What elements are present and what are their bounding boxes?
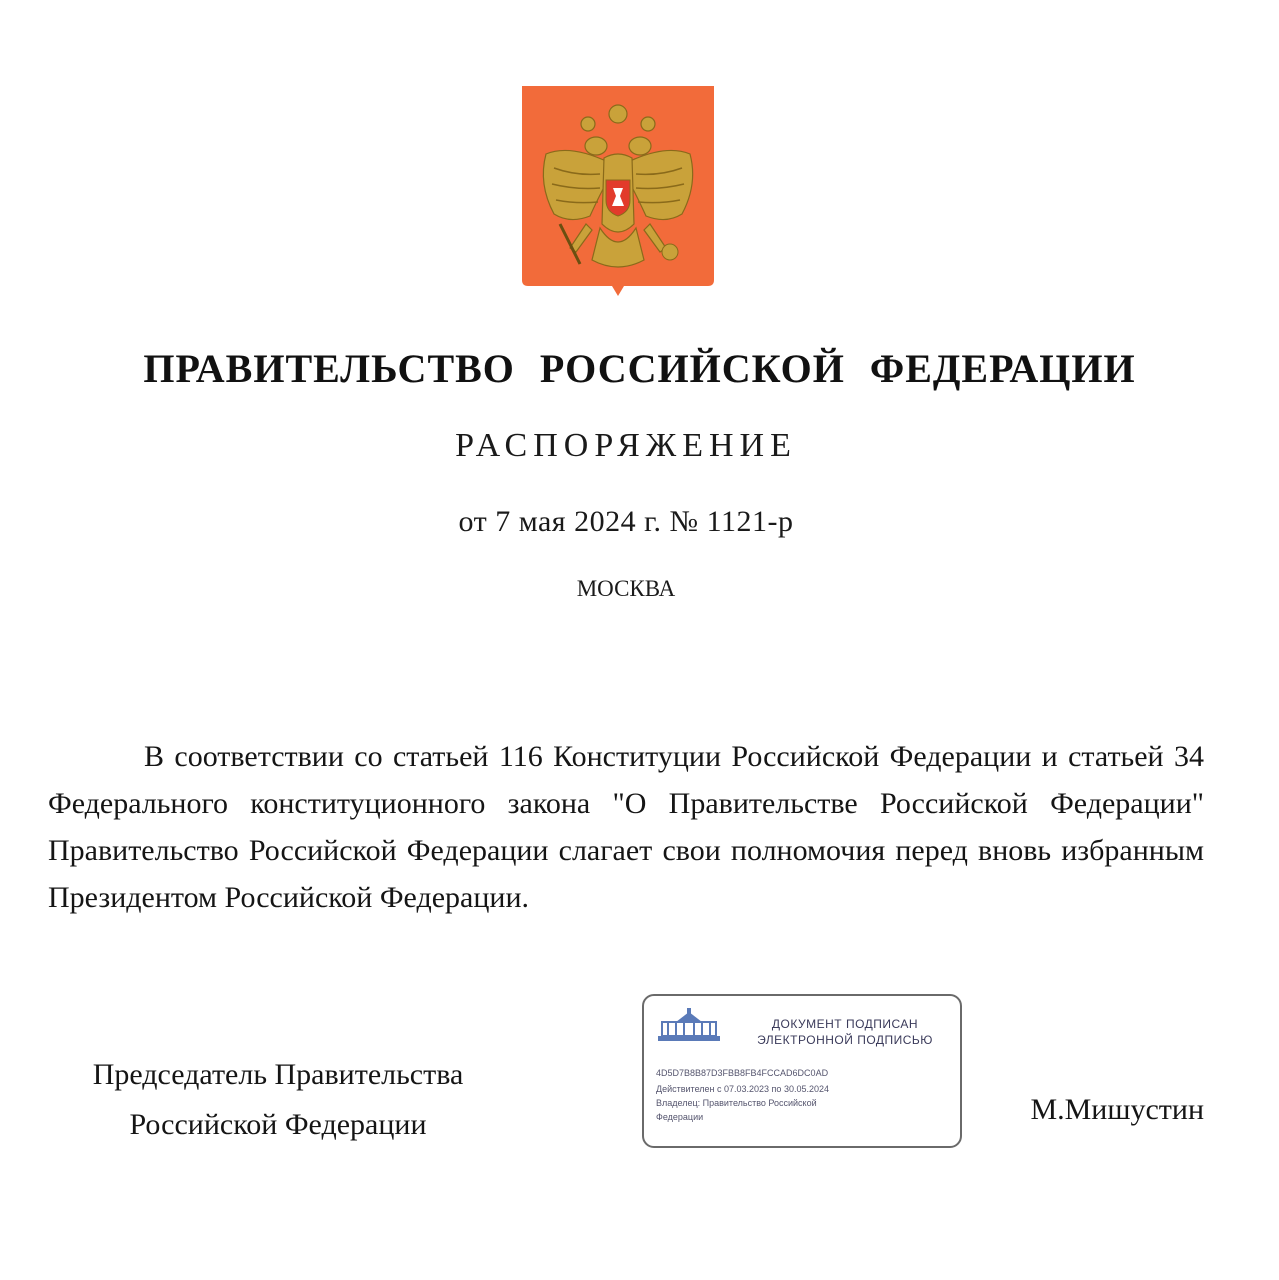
stamp-validity: Действителен с 07.03.2023 по 30.05.2024 (656, 1084, 829, 1094)
stamp-heading-line-1: ДОКУМЕНТ ПОДПИСАН (771, 1017, 919, 1031)
stamp-heading-line-2: ЭЛЕКТРОННОЙ ПОДПИСЬЮ (757, 1033, 933, 1047)
position-line-2: Российской Федерации (129, 1108, 427, 1141)
electronic-signature-stamp (642, 994, 962, 1148)
stamp-owner-line-1: Владелец: Правительство Российской (656, 1098, 817, 1108)
stamp-owner-line-2: Федерации (656, 1112, 704, 1122)
position-line-1: Председатель Правительства (92, 1058, 464, 1091)
document-city: МОСКВА (576, 576, 676, 601)
government-building-icon (656, 1008, 722, 1044)
signatory-position (48, 1050, 508, 1150)
organization-title: ПРАВИТЕЛЬСТВО РОССИЙСКОЙ ФЕДЕРАЦИИ (143, 346, 1136, 391)
body-paragraph: В соответствии со статьей 116 Конституции Российской Федерации и статьей 34 Федерального конституционного закона "О Правительстве Российской Федерации" Правительство Российской Федерации слагает свои полномочия перед вновь избранным Президентом Российской Федерации. (48, 740, 1204, 914)
document-date-number: от 7 мая 2024 г. № 1121-р (458, 505, 794, 538)
document-type: РАСПОРЯЖЕНИЕ (455, 427, 797, 464)
russian-coat-of-arms-icon (520, 84, 716, 298)
signer-name: М.Мишустин (1030, 1093, 1204, 1126)
stamp-heading (740, 1016, 950, 1048)
stamp-certificate: 4D5D7B8B87D3FBB8FB4FCCAD6DC0AD (656, 1068, 829, 1078)
